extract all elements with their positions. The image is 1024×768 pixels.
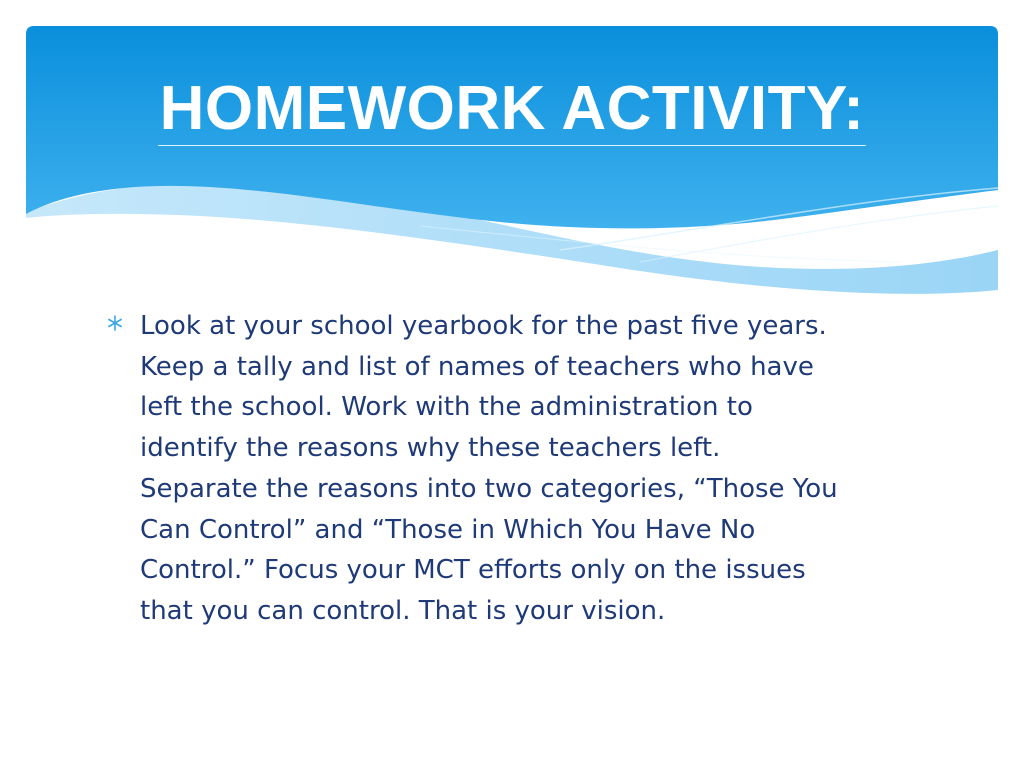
slide-title-text: HOMEWORK ACTIVITY: [158, 73, 867, 146]
bullet-text-line: Keep a tally and list of names of teachers who have [140, 351, 814, 382]
bullet-text-line: Can Control” and “Those in Which You Have No [140, 514, 756, 545]
slide-content [100, 306, 930, 632]
bullet-text-line: identify the reasons why these teachers left. [140, 433, 721, 464]
slide-title [0, 66, 1024, 152]
bullet-text [140, 306, 930, 632]
bullet-text-line: left the school. Work with the administration to [140, 392, 753, 423]
asterisk-bullet-icon [106, 314, 124, 332]
bullet-text-line: Control.” Focus your MCT efforts only on the issues [140, 555, 806, 586]
bullet-text-line: Look at your school yearbook for the past five years. [140, 311, 827, 341]
bullet-text-line: that you can control. That is your vision. [140, 595, 666, 626]
bullet-item [100, 306, 930, 632]
bullet-text-line: Separate the reasons into two categories, “Those You [140, 473, 838, 504]
